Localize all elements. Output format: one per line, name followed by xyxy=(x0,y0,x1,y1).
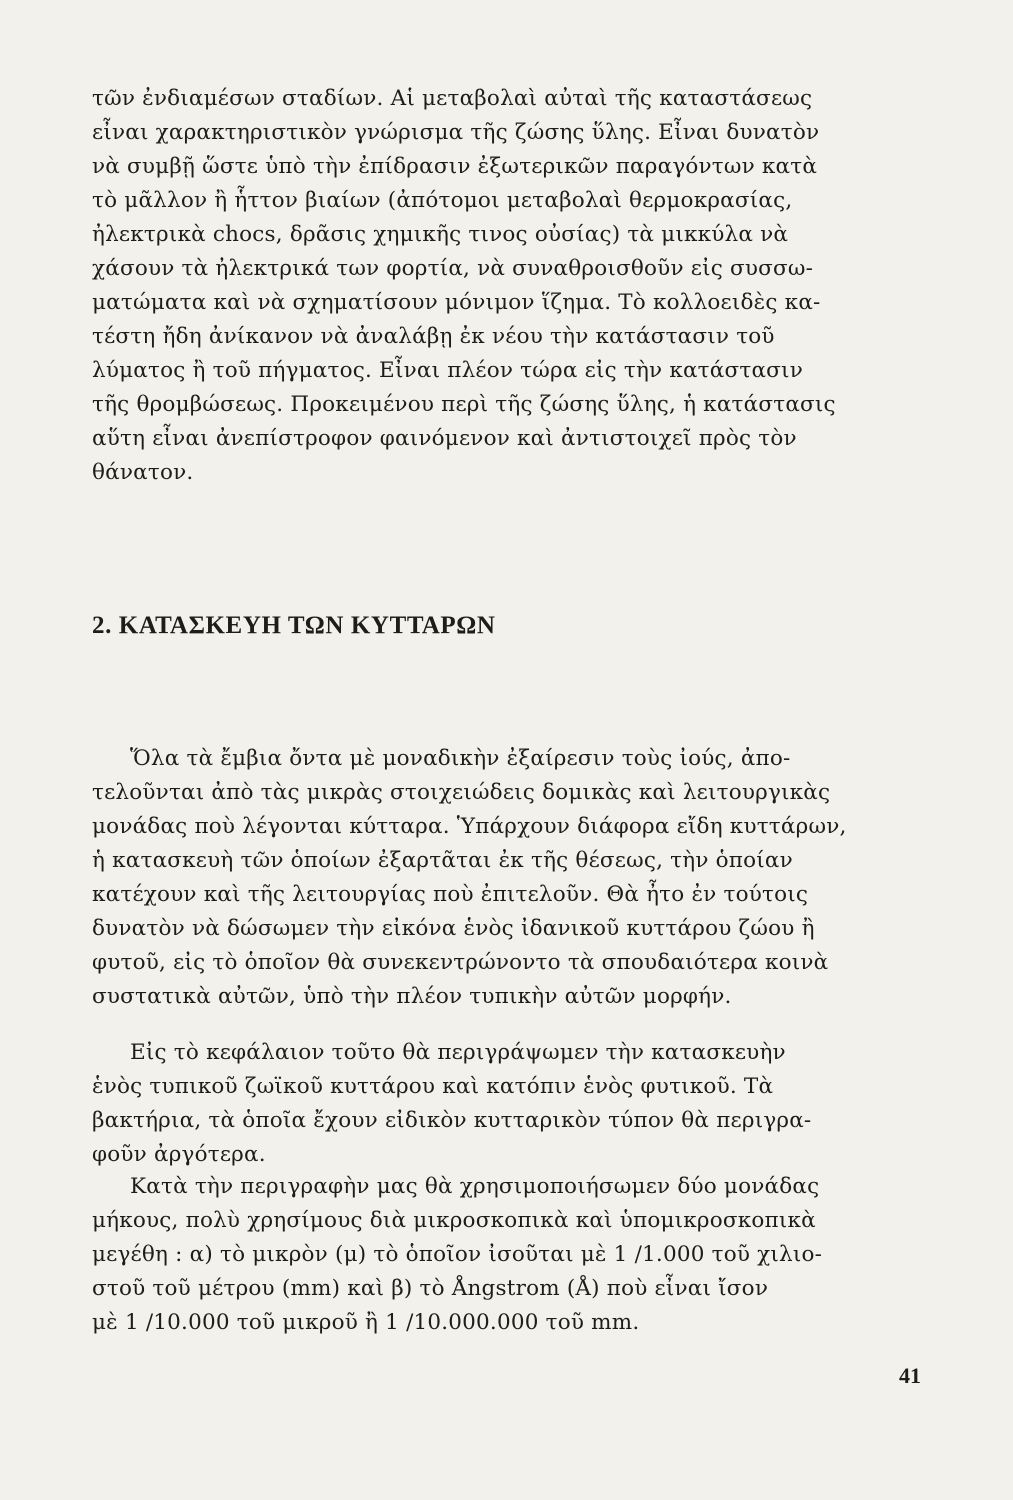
paragraph-cells-intro xyxy=(92,742,922,1014)
text-line: συστατικὰ αὐτῶν, ὑπὸ τὴν πλέον τυπικὴν αὐτῶν μορφήν. xyxy=(92,984,732,1009)
text-line: χάσουν τὰ ἠλεκτρικά των φορτία, νὰ συναθροισθοῦν εἰς συσσω- xyxy=(92,256,814,281)
text-line: θάνατον. xyxy=(92,460,194,485)
text-line: λύματος ἢ τοῦ πήγματος. Εἶναι πλέον τώρα εἰς τὴν κατάστασιν xyxy=(92,358,803,383)
text-line: τέστη ἤδη ἀνίκανον νὰ ἀναλάβῃ ἐκ νέου τὴν κατάστασιν τοῦ xyxy=(92,324,775,349)
text-line: ἑνὸς τυπικοῦ ζωϊκοῦ κυττάρου καὶ κατόπιν ἑνὸς φυτικοῦ. Τὰ xyxy=(92,1074,774,1099)
text-line: εἶναι χαρακτηριστικὸν γνώρισμα τῆς ζώσης ὕλης. Εἶναι δυνατὸν xyxy=(92,120,820,145)
paragraph-length-units xyxy=(92,1170,922,1340)
text-line: μονάδας ποὺ λέγονται κύτταρα. Ὑπάρχουν διάφορα εἴδη κυττάρων, xyxy=(92,814,847,839)
intro-paragraph xyxy=(92,82,922,490)
text-line: μήκους, πολὺ χρησίμους διὰ μικροσκοπικὰ καὶ ὑπομικροσκοπικὰ xyxy=(92,1208,816,1233)
text-line: αὕτη εἶναι ἀνεπίστροφον φαινόμενον καὶ ἀντιστοιχεῖ πρὸς τὸν xyxy=(92,426,797,451)
text-line: φοῦν ἀργότερα. xyxy=(92,1142,266,1167)
text-line: τῆς θρομβώσεως. Προκειμένου περὶ τῆς ζώσης ὕλης, ἡ κατάστασις xyxy=(92,392,836,417)
text-line: φυτοῦ, εἰς τὸ ὁποῖον θὰ συνεκεντρώνοντο τὰ σπουδαιότερα κοινὰ xyxy=(92,950,829,975)
text-line: στοῦ τοῦ μέτρου (mm) καὶ β) τὸ Ångstrom (Å) ποὺ εἶναι ἴσον xyxy=(92,1276,769,1301)
paragraph-chapter-plan xyxy=(92,1036,922,1172)
page-number: 41 xyxy=(899,1363,921,1388)
text-line: κατέχουν καὶ τῆς λειτουργίας ποὺ ἐπιτελοῦν. Θὰ ἦτο ἐν τούτοις xyxy=(92,882,809,907)
text-line: Ὅλα τὰ ἔμβια ὄντα μὲ μοναδικὴν ἐξαίρεσιν τοὺς ἰούς, ἀπο- xyxy=(130,746,791,771)
text-line: τῶν ἐνδιαμέσων σταδίων. Αἱ μεταβολαὶ αὐταὶ τῆς καταστάσεως xyxy=(92,86,813,111)
text-line: ματώματα καὶ νὰ σχηματίσουν μόνιμον ἵζημα. Τὸ κολλοειδὲς κα- xyxy=(92,290,821,315)
text-line: δυνατὸν νὰ δώσωμεν τὴν εἰκόνα ἑνὸς ἰδανικοῦ κυττάρου ζώου ἢ xyxy=(92,916,815,941)
text-line: μεγέθη : α) τὸ μικρὸν (μ) τὸ ὁποῖον ἰσοῦται μὲ 1 /1.000 τοῦ χιλιο- xyxy=(92,1242,823,1267)
text-line: ἡ κατασκευὴ τῶν ὁποίων ἐξαρτᾶται ἐκ τῆς θέσεως, τὴν ὁποίαν xyxy=(92,848,793,873)
text-line: βακτήρια, τὰ ὁποῖα ἔχουν εἰδικὸν κυτταρικὸν τύπον θὰ περιγρα- xyxy=(92,1108,812,1133)
text-line: νὰ συμβῇ ὥστε ὑπὸ τὴν ἐπίδρασιν ἐξωτερικῶν παραγόντων κατὰ xyxy=(92,154,818,179)
section-heading: 2. ΚΑΤΑΣΚΕΥΗ ΤΩΝ ΚΥΤΤΑΡΩΝ xyxy=(92,612,496,639)
text-line: ἠλεκτρικὰ chocs, δρᾶσις χημικῆς τινος οὐσίας) τὰ μικκύλα νὰ xyxy=(92,222,789,247)
text-line: Κατὰ τὴν περιγραφὴν μας θὰ χρησιμοποιήσωμεν δύο μονάδας xyxy=(130,1174,820,1199)
text-line: τελοῦνται ἀπὸ τὰς μικρὰς στοιχειώδεις δομικὰς καὶ λειτουργικὰς xyxy=(92,780,831,805)
text-line: Εἰς τὸ κεφάλαιον τοῦτο θὰ περιγράψωμεν τὴν κατασκευὴν xyxy=(130,1040,786,1065)
text-line: τὸ μᾶλλον ἢ ἧττον βιαίων (ἀπότομοι μεταβολαὶ θερμοκρασίας, xyxy=(92,188,793,213)
text-line: μὲ 1 /10.000 τοῦ μικροῦ ἢ 1 /10.000.000 τοῦ mm. xyxy=(92,1310,640,1335)
